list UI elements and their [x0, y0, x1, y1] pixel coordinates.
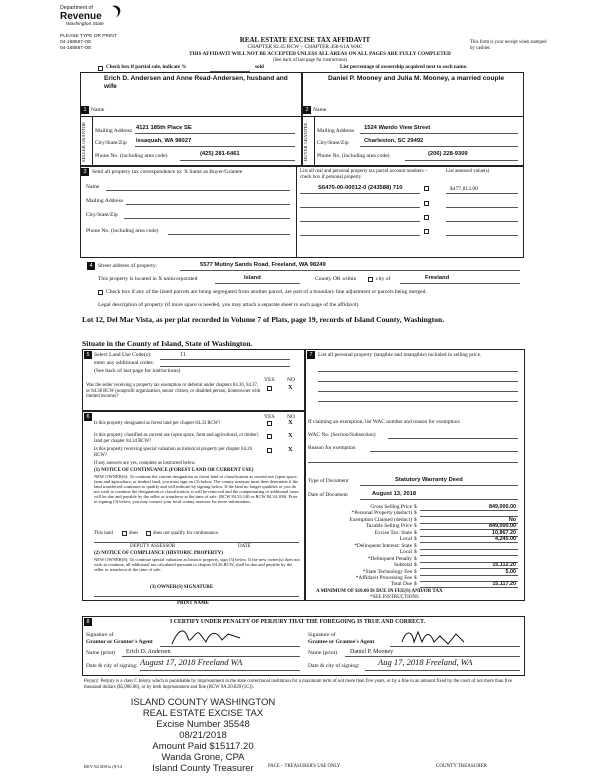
chapter-line: CHAPTER 82.45 RCW – CHAPTER 458-61A WAC [247, 44, 363, 50]
county-label: County OR within [315, 276, 357, 282]
tax-row-line [420, 516, 518, 517]
tax-row-dollar-sign: $ [414, 562, 417, 569]
owner-signature-label: (3) OWNER(S) SIGNATURE [150, 585, 214, 590]
forest-land-question: Is this property designated as forest land per chapter 84.33 RCW? [94, 421, 221, 426]
q1-yes-checkbox[interactable] [267, 421, 272, 426]
tax-row-dollar-sign: $ [414, 523, 417, 530]
grantor-sig-label-2: Grantor or Grantor's Agent [86, 639, 153, 645]
exemption-question: Was the seller receiving a property tax exemption or deferral under chapters 84.36, 84.37, or 84.38 RCW (nonprofit organization, senior citizen, or disabled person, homeowner with limited income)? [86, 383, 261, 400]
if-yes-note: If any answers are yes, complete as instructed below. [94, 461, 196, 466]
q1-no-answer[interactable]: X [288, 419, 293, 426]
see-back-note: (See back of last page for instructions) [272, 58, 348, 63]
city-value[interactable]: Freeland [425, 275, 450, 281]
tax-row-value[interactable]: 15,117.20 [492, 581, 516, 588]
tax-row-line [420, 555, 518, 556]
parcel-personal-checkbox-4[interactable] [424, 229, 429, 234]
treasurer-stamp [128, 697, 278, 774]
land-use-code[interactable]: 11 [180, 352, 186, 358]
stamp-line-1: ISLAND COUNTY WASHINGTON [130, 697, 276, 708]
buyer-phone[interactable]: (206) 228-9309 [428, 151, 468, 157]
section-7-number: 7 [307, 351, 315, 359]
deputy-assessor-label: DEPUTY ASSESSOR [130, 544, 176, 549]
doc-type[interactable]: Statutory Warranty Deed [395, 477, 463, 483]
tax-row-label: Taxable Selling Price [365, 523, 412, 530]
doc-date-label: Date of Document [308, 492, 348, 498]
tax-row-line [420, 542, 518, 543]
notice-1-title: (1) NOTICE OF CONTINUANCE (FOREST LAND OR CURRENT USE) [94, 468, 254, 473]
does-label: does [129, 531, 139, 536]
corr-mailing-label: Mailing Address [86, 198, 124, 204]
tax-row-value[interactable]: No [508, 516, 516, 523]
seller-name-label: Name [91, 107, 105, 113]
stamp-line-4: 08/21/2018 [179, 730, 227, 741]
tax-row-dollar-sign: $ [414, 510, 417, 517]
tax-row-dollar-sign: $ [414, 536, 417, 543]
historical-question: Is this property receiving special valuation as historical property per chapter 84.26 RCW? [94, 447, 252, 458]
located-in-label: This property is located in X unincorporated [98, 276, 198, 282]
min-fee-note: A MINIMUM OF $10.00 IS DUE IN FEE(S) AND/OR TAX [316, 589, 443, 594]
grantor-sig-label-1: Signature of [86, 632, 114, 638]
tax-row-label: *Delinquent Penalty [367, 555, 412, 562]
assessed-heading: List assessed value(s) [446, 169, 490, 174]
exemption-claim-label: If claiming an exemption, list WAC number and reason for exemption: [308, 419, 461, 425]
tax-row-dollar-sign: $ [414, 568, 417, 575]
tax-row-dollar-sign: $ [414, 516, 417, 523]
land-use-see-back: (See back of last page for instructions) [94, 368, 181, 374]
tax-row-value[interactable]: 849,000.00 [489, 523, 516, 530]
page-title: REAL ESTATE EXCISE TAX AFFIDAVIT [239, 36, 371, 44]
corr-phone-label: Phone No. (including area code) [86, 228, 159, 234]
grantee-name[interactable]: Daniel P. Mooney [350, 649, 394, 655]
buyer-phone-label: Phone No. (including area code) [317, 153, 390, 159]
grantor-date-city[interactable]: August 17, 2018 Freeland WA [140, 657, 243, 667]
tax-row-label: Local [399, 536, 412, 543]
street-label: Street address of property: [98, 263, 158, 269]
legal-description-label: Legal description of property (if more space is needed, you may attach a separate sheet to each page of the affidavit) [98, 302, 359, 308]
grantee-date-label: Date & city of signing: [308, 663, 360, 669]
section-8-number: 8 [84, 618, 92, 626]
grantee-signature[interactable] [400, 626, 470, 648]
grantor-name[interactable]: Erich D. Andersen [126, 649, 171, 655]
parcel-personal-checkbox-2[interactable] [424, 201, 429, 206]
tax-row-dollar-sign: $ [414, 542, 417, 549]
form-code-1: 04-168567-OE [60, 40, 92, 45]
rev-code: REV 84 0001a (9/14 [84, 764, 123, 769]
buyer-city[interactable]: Charleston, SC 29492 [364, 138, 424, 144]
tax-row-line [420, 575, 518, 576]
tax-row-label: Total Due [390, 581, 412, 588]
seller-phone[interactable]: (425) 281-6461 [200, 151, 240, 157]
q2-yes-checkbox[interactable] [267, 434, 272, 439]
tax-row-dollar-sign: $ [414, 504, 417, 510]
tax-row-dollar-sign: $ [414, 581, 417, 588]
please-type: PLEASE TYPE OR PRINT [60, 34, 117, 39]
treasurer-use-label: PACE – TREASURER'S USE ONLY [268, 764, 341, 769]
parcel-number[interactable]: S6470-00-00012-0 (243588) 710 [318, 185, 403, 191]
section-6-number: 6 [84, 413, 92, 421]
partial-sale-label: Check box if partial sale, indicate % [106, 64, 187, 70]
buyer-mailing-label: Mailing Address [317, 128, 355, 134]
parcel-personal-checkbox-1[interactable] [424, 186, 429, 191]
correspondence-heading: Send all property tax correspondence to: X Same as Buyer/Grantee [92, 169, 243, 175]
buyer-box [302, 72, 524, 166]
dor-swoosh-icon [110, 4, 124, 20]
stamp-line-3: Excise Number 35548 [156, 719, 250, 730]
stamp-line-2: REAL ESTATE EXCISE TAX [142, 708, 264, 719]
seller-name[interactable]: Erich D. Andersen and Anne Read-Andersen, husband and wife [104, 75, 288, 90]
grantor-date-label: Date & city of signing: [86, 663, 138, 669]
section-3-number: 3 [81, 168, 89, 176]
stamp-line-6: Wanda Grone, CPA [161, 752, 245, 763]
see-instructions: *SEE INSTRUCTIONS [370, 595, 419, 600]
doc-date[interactable]: August 13, 2018 [372, 491, 417, 497]
tax-row-value[interactable]: 15,112.20 [492, 562, 516, 569]
certify-statement: I CERTIFY UNDER PENALTY OF PERJURY THAT THE FOREGOING IS TRUE AND CORRECT. [170, 619, 426, 625]
q2-no-answer[interactable]: X [288, 432, 293, 439]
tax-row-label: *Affidavit Processing Fee [355, 574, 412, 581]
tax-row-value[interactable]: 4,245.00 [495, 536, 516, 543]
notice-1-body: NEW OWNER(S): To continue the current designation as forest land or classification as current use (open space, farm and agriculture, or timber) land, you must sign on (3) below. The county assessor must then determine if the land transferred continues to qualify and will indicate by signing below. If the land no longer qualifies or you do not wish to continue the designation or classification, it will be removed and the compensating or additional taxes will be due and payable by the seller or transferor at the time of sale. (RCW 84.33.140 or RCW 84.34.108). Prior to signing (3) below, you may contact your local county assessor for more information. [94, 474, 299, 504]
s5-no-label: NO [287, 377, 296, 383]
street-address[interactable]: 5577 Mutiny Sands Road, Freeland, WA 98249 [200, 262, 326, 268]
stamp-line-7: Island County Treasurer [152, 763, 254, 774]
parcel-personal-checkbox-3[interactable] [424, 215, 429, 220]
does-checkbox[interactable] [122, 531, 127, 536]
grantee-sig-label-1: Signature of [308, 632, 336, 638]
tax-row-dollar-sign: $ [414, 555, 417, 562]
corr-city-label: City/State/Zip [86, 212, 118, 218]
print-name-label: PRINT NAME [177, 601, 209, 606]
city-of-label: city of [376, 276, 391, 282]
s5-no-answer[interactable]: X [288, 384, 293, 391]
sold-label: sold [255, 64, 264, 70]
s6-no-label: NO [287, 414, 296, 420]
grantee-date-city[interactable]: Aug 17, 2018 Freeland, WA [378, 657, 473, 667]
buyer-city-label: City/State/Zip [317, 140, 349, 146]
perjury-statement: Perjury: Perjury is a class C felony which is punishable by imprisonment in the state correctional institution for a maximum term of not more than five years, or by a fine in an amount fixed by the court of not more than five thousand dollars ($5,000.00), or by both imprisonment and fine (RCW 9A.20.020 (1C)). [84, 679, 513, 690]
tax-row-label: *Personal Property (deduct) [351, 510, 412, 517]
tax-row-value[interactable]: 5.00 [505, 568, 516, 575]
buyer-name[interactable]: Daniel P. Mooney and Julia M. Mooney, a married couple [328, 75, 504, 82]
seller-city-label: City/State/Zip [95, 140, 127, 146]
assessed-value[interactable]: $477,813.00 [450, 186, 478, 192]
deputy-date-label: DATE [238, 544, 251, 549]
pct-ownership-note: List percentage of ownership acquired next to each name. [340, 64, 468, 70]
s5-yes-label: YES [264, 377, 275, 383]
notice-2-title: (2) NOTICE OF COMPLIANCE (HISTORIC PROPERTY) [94, 551, 223, 556]
parcel-heading: List all real and personal property tax parcel account numbers – check box if personal property [300, 169, 428, 180]
receipt-note: This form is your receipt when stamped by cashier. [470, 40, 547, 51]
s6-yes-label: YES [264, 414, 275, 420]
buyer-name-label: Name [313, 107, 327, 113]
form-code-2: 04-168567-OE [60, 46, 92, 51]
dept-line2: Revenue [60, 11, 102, 22]
q3-no-answer[interactable]: X [288, 446, 293, 453]
legal-description-1[interactable]: Lot 12, Del Mar Vista, as per plat recorded in Volume 7 of Plats, page 19, records of Island County, Washington. [82, 315, 445, 324]
segregated-checkbox[interactable] [98, 290, 103, 295]
does-not-label: does not qualify for continuance. [153, 531, 219, 536]
grantor-signature[interactable] [170, 624, 250, 648]
county-treasurer-label: COUNTY TREASURER [436, 764, 487, 769]
does-not-checkbox[interactable] [146, 531, 151, 536]
seller-side-label: SELLER GRANTOR [81, 121, 86, 163]
land-use-label: Select Land Use Code(s): [94, 352, 152, 358]
seller-mailing-label: Mailing Address [95, 128, 133, 134]
segregated-label: Check box if any of the listed parcels are being segregated from another parcel, are part of a boundary line adjustment or parcels being merged. [106, 289, 427, 295]
reason-label: Reason for exemption [308, 445, 356, 451]
dept-line1: Department of [60, 5, 93, 11]
tax-row-label: Exemption Claimed (deduct) [349, 516, 412, 523]
this-land-label: This land [94, 531, 113, 536]
buyer-mailing[interactable]: 1524 Wando View Street [364, 125, 431, 131]
dept-line3: Washington State [66, 22, 104, 27]
tax-row-dollar-sign: $ [414, 549, 417, 556]
personal-property-label: List all personal property (tangible and intangible) included in selling price. [318, 352, 482, 358]
tax-table [306, 504, 524, 588]
s5-yes-checkbox[interactable] [267, 386, 272, 391]
grantor-name-label: Name (print) [86, 650, 116, 656]
notice-2-body: NEW OWNER(S): To continue special valuation as historic property, sign (3) below. If the new owner(s) does not wish to continue, all additional tax calculated pursuant to chapter 84.26 RCW, shall be due and payable by the seller or transferor at the time of sale. [94, 557, 300, 572]
additional-codes-label: enter any additional codes: [94, 360, 155, 366]
section-1-number: 1 [81, 106, 89, 114]
section-4-number: 4 [87, 262, 95, 270]
tax-row-line [420, 549, 518, 550]
tax-row-label: *State Technology Fee [362, 568, 412, 575]
wac-no-label: WAC No. (Section/Subsection) [308, 432, 376, 438]
partial-sale-checkbox[interactable] [98, 66, 103, 71]
seller-phone-label: Phone No. (including area code) [95, 153, 168, 159]
buyer-side-label: BUYER GRANTEE [303, 122, 308, 162]
county-value[interactable]: Island [244, 275, 261, 281]
corr-name-label: Name [86, 184, 100, 190]
seller-city[interactable]: Issaquah, WA 98027 [136, 138, 192, 144]
tax-row-label: Subtotal [394, 562, 412, 569]
seller-mailing[interactable]: 4121 185th Place SE [136, 125, 192, 131]
tax-row-dollar-sign: $ [414, 574, 417, 581]
tax-row-value[interactable]: 10,867.20 [492, 529, 516, 536]
section-2-number: 2 [303, 106, 311, 114]
tax-row-line [420, 568, 518, 569]
stamp-line-5: Amount Paid $15117.20 [152, 741, 254, 752]
section-5-number: 5 [84, 351, 92, 359]
legal-description-2[interactable]: Situate in the County of Island, State of Washington. [82, 339, 253, 348]
warning-line: THIS AFFIDAVIT WILL NOT BE ACCEPTED UNLESS ALL AREAS ON ALL PAGES ARE FULLY COMPLETED [189, 51, 451, 57]
q3-yes-checkbox[interactable] [267, 448, 272, 453]
tax-row-value[interactable]: 849,000.00 [489, 504, 516, 510]
doc-type-label: Type of Document [308, 478, 349, 484]
grantee-name-label: Name (print) [308, 650, 338, 656]
city-of-checkbox[interactable] [368, 277, 373, 282]
tax-row-line [420, 510, 518, 511]
tax-row-dollar-sign: $ [414, 529, 417, 536]
tax-row-label: Gross Selling Price [370, 504, 412, 510]
grantee-sig-label-2: Grantee or Grantee's Agent [308, 639, 375, 645]
tax-row-label: Local [399, 549, 412, 556]
current-use-question: Is this property classified as current use (open space, farm and agricultural, or timber) land per chapter 84.34 RCW? [94, 433, 259, 444]
tax-row-label: Excise Tax: State [374, 529, 412, 536]
tax-row-label: *Delinquent Interest: State [354, 542, 412, 549]
